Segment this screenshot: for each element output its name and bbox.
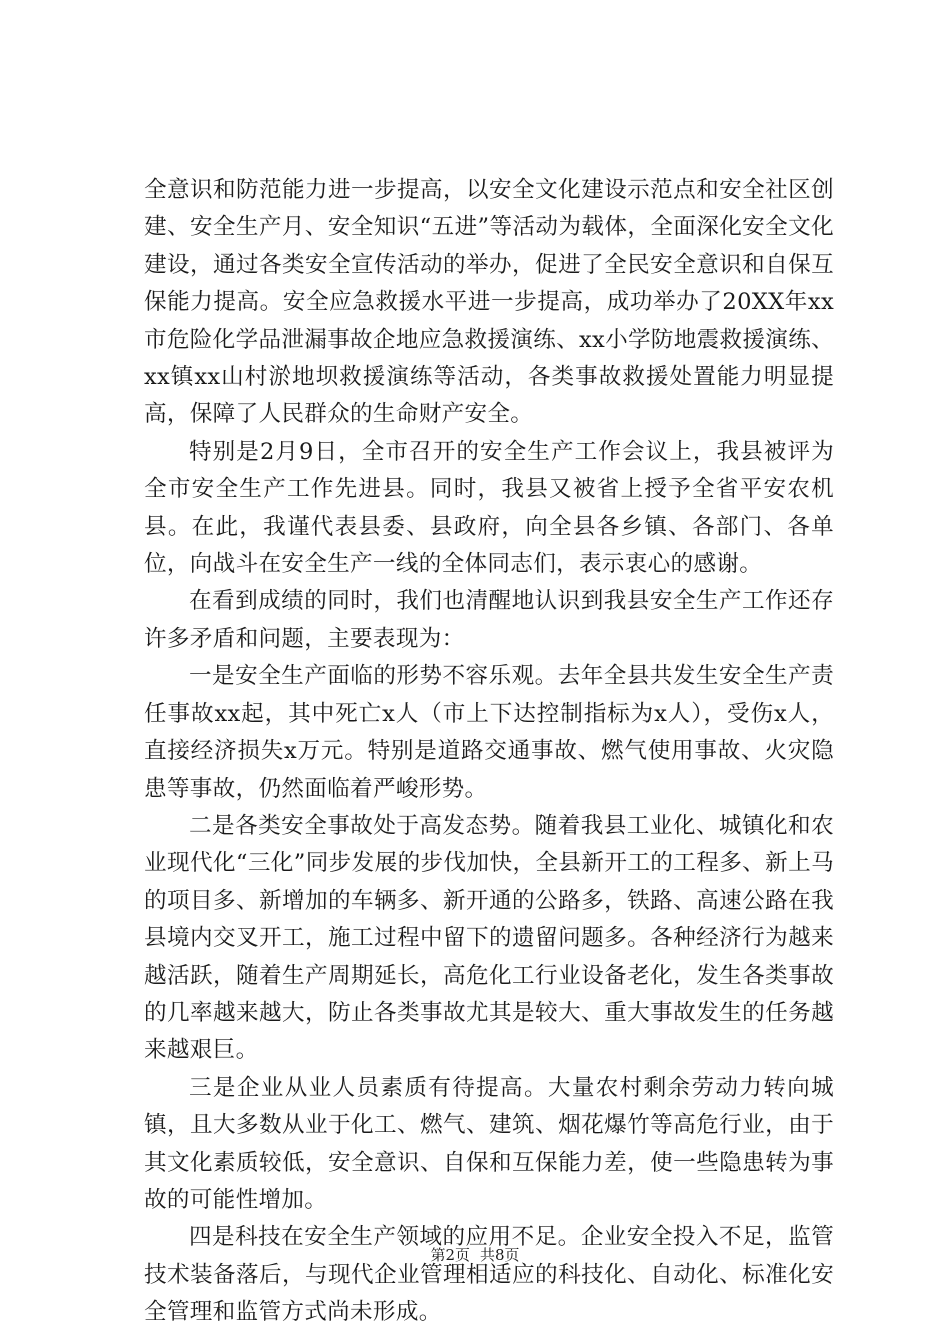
paragraph-problems-intro: 在看到成绩的同时，我们也清醒地认识到我县安全生产工作还存许多矛盾和问题，主要表现为： (144, 588, 834, 652)
paragraph-continuation: 全意识和防范能力进一步提高，以安全文化建设示范点和安全社区创建、安全生产月、安全知识“五进”等活动为载体，全面深化安全文化建设，通过各类安全宣传活动的举办，促进了全民安全意识和自保互保能力提高。安全应急救援水平进一步提高，成功举办了20XX年xx市危险化学品泄漏事故企地应急救援演练、xx小学防地震救援演练、xx镇xx山村淤地坝救援演练等活动，各类事故救援处置能力明显提高，保障了人民群众的生命财产安全。 (144, 177, 835, 428)
page-number-total: 共8页 (480, 1246, 520, 1264)
paragraph-problem-one: 一是安全生产面临的形势不容乐观。去年全县共发生安全生产责任事故xx起，其中死亡x人（市上下达控制指标为x人），受伤x人，直接经济损失x万元。特别是道路交通事故、燃气使用事故、火灾隐患等事故，仍然面临着严峻形势。 (144, 663, 834, 802)
paragraph-problem-four: 四是科技在安全生产领域的应用不足。企业安全投入不足，监管技术装备落后，与现代企业管理相适应的科技化、自动化、标准化安全管理和监管方式尚未形成。 (144, 1224, 834, 1326)
page-footer (0, 1245, 950, 1265)
paragraph-problem-two: 二是各类安全事故处于高发态势。随着我县工业化、城镇化和农业现代化“三化”同步发展的步伐加快，全县新开工的工程多、新上马的项目多、新增加的车辆多、新开通的公路多，铁路、高速公路在我县境内交叉开工，施工过程中留下的遗留问题多。各种经济行为越来越活跃，随着生产周期延长，高危化工行业设备老化，发生各类事故的几率越来越大，防止各类事故尤其是较大、重大事故发生的任务越来越艰巨。 (144, 812, 834, 1064)
paragraph-problem-three: 三是企业从业人员素质有待提高。大量农村剩余劳动力转向城镇，且大多数从业于化工、燃气、建筑、烟花爆竹等高危行业，由于其文化素质较低，安全意识、自保和互保能力差，使一些隐患转为事故的可能性增加。 (144, 1074, 834, 1213)
page-number-current: 第2页 (430, 1246, 470, 1264)
paragraph-commendation: 特别是2月9日，全市召开的安全生产工作会议上，我县被评为全市安全生产工作先进县。同时，我县又被省上授予全省平安农机县。在此，我谨代表县委、县政府，向全县各乡镇、各部门、各单位，向战斗在安全生产一线的全体同志们，表示衷心的感谢。 (144, 438, 834, 578)
document-body (144, 172, 834, 1332)
